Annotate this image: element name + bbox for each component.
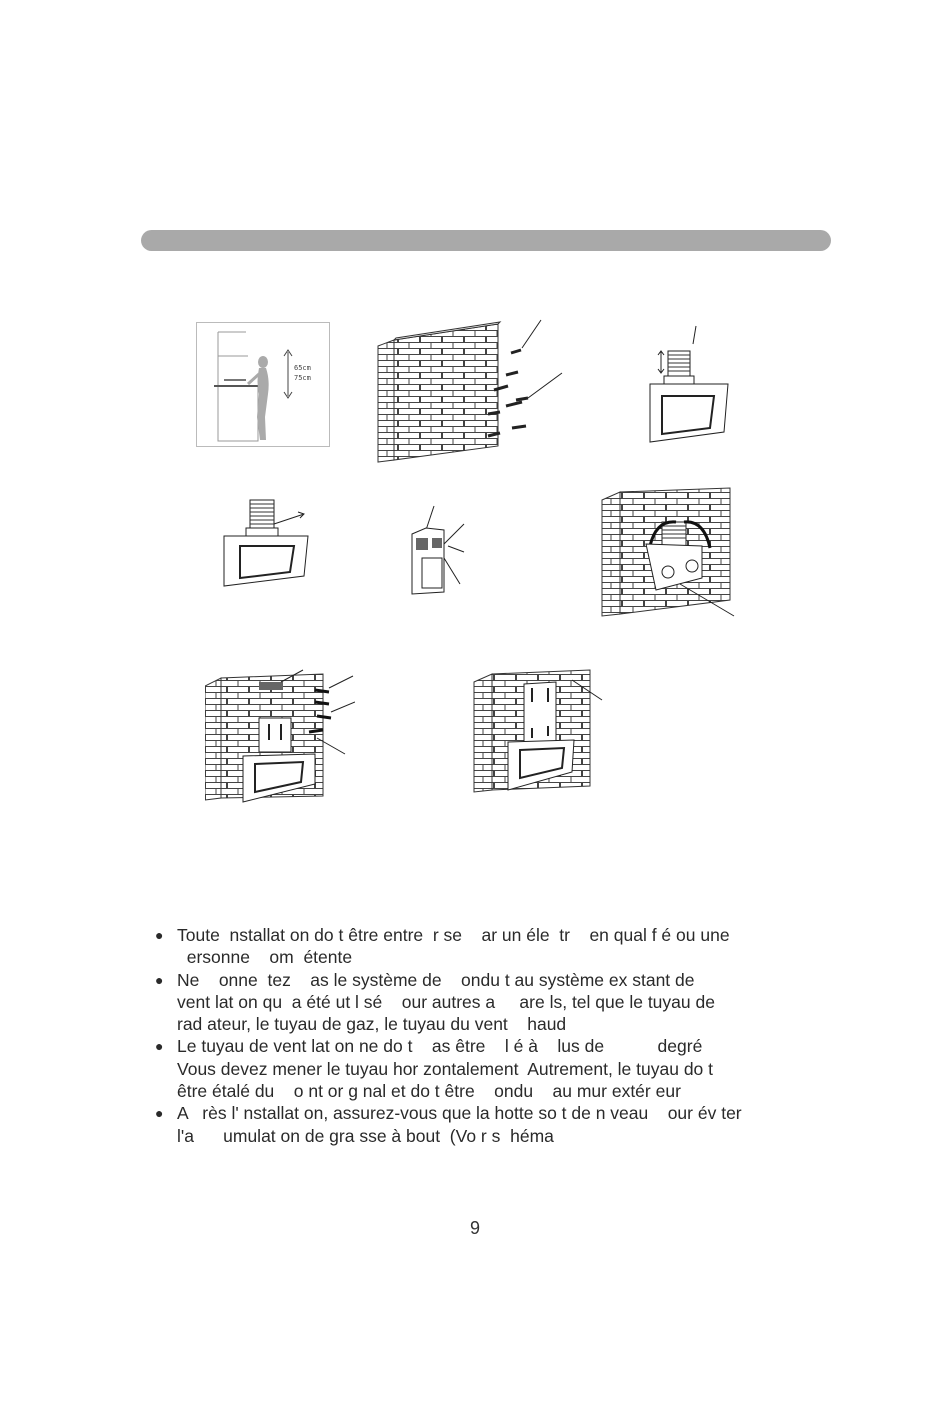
figure-hood-on-wall xyxy=(600,486,738,620)
bullet-icon: ● xyxy=(155,927,164,943)
bullet-icon: ● xyxy=(155,971,164,988)
bullet-icon: ● xyxy=(155,1038,164,1055)
note-item xyxy=(155,924,845,969)
note-line: rad ateur, le tuyau de gaz, le tuyau du vent haud xyxy=(177,1014,567,1035)
note-item xyxy=(155,969,845,1036)
figure-chimney-bracket xyxy=(404,504,474,596)
bullet-icon: ● xyxy=(155,1105,164,1122)
figure-chimney-assembly-left xyxy=(205,668,355,804)
page-number: 9 xyxy=(469,1218,480,1238)
installation-notes xyxy=(155,924,845,1147)
note-line: être étalé du o nt or g nal et do t être ondu au mur extér eur xyxy=(177,1081,681,1102)
measure-label-65: 65cm xyxy=(294,364,311,372)
note-line: Toute nstallat on do t être entre r se ar un éle tr en qual f é ou une xyxy=(177,925,730,945)
figure-wall-anchors xyxy=(376,318,566,466)
note-item xyxy=(155,1035,845,1102)
note-line: Ne onne tez as le système de ondu t au système ex stant de xyxy=(177,969,695,990)
measure-label-75: 75cm xyxy=(294,374,311,382)
section-header-bar xyxy=(141,230,831,251)
figure-chimney-assembly-final xyxy=(472,668,612,798)
note-line: vent lat on qu a été ut l sé our autres a are ls, tel que le tuyau de xyxy=(177,991,715,1012)
figure-install-height xyxy=(196,322,330,447)
note-line: Le tuyau de vent lat on ne do t as être l é à lus de degré xyxy=(177,1036,703,1057)
figure-hood-exhaust xyxy=(222,498,322,590)
note-line: Vous devez mener le tuyau hor zontalement Autrement, le tuyau do t xyxy=(177,1058,714,1079)
note-item xyxy=(155,1102,845,1147)
note-line: A rès l' nstallat on, assurez-vous que la hotte so t de n veau our év ter xyxy=(177,1103,742,1124)
note-line: l'a umulat on de gra sse à bout (Vo r s héma xyxy=(177,1125,554,1146)
note-line: ersonne om étente xyxy=(177,947,353,968)
figure-hood-motor xyxy=(648,324,743,446)
